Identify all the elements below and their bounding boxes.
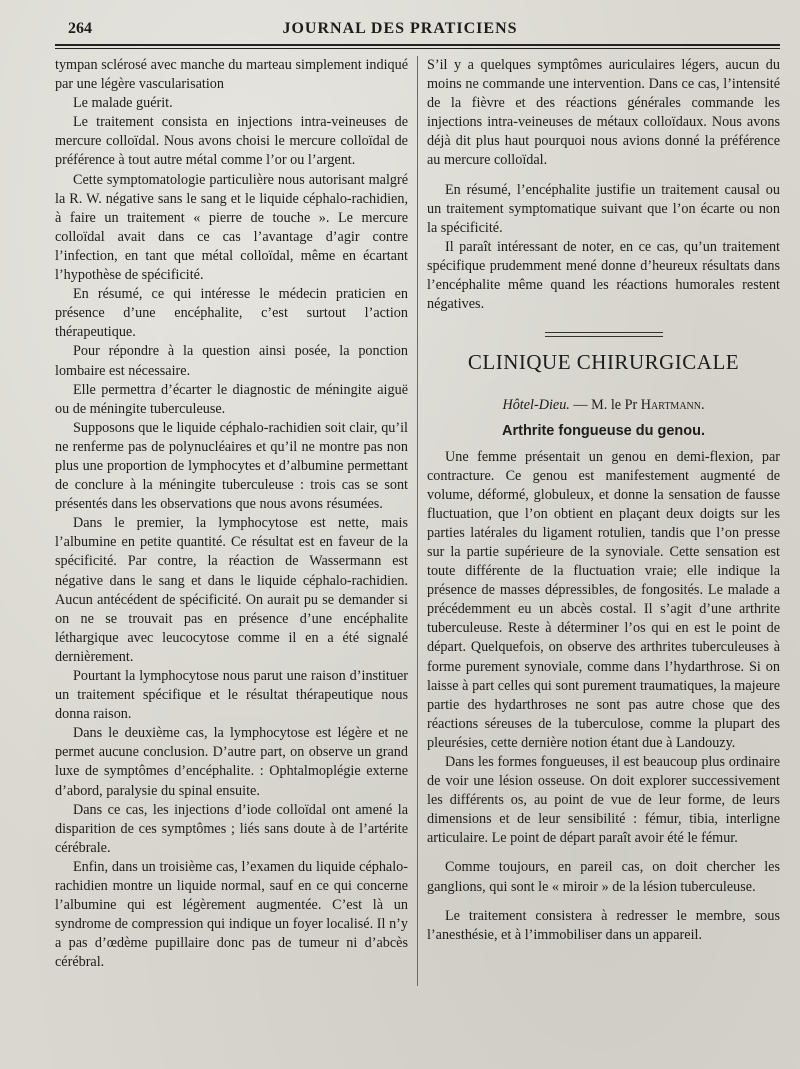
professor-prefix: — M. le Pr — [569, 397, 641, 414]
professor-name: Hartmann. — [640, 397, 705, 414]
article-columns — [55, 56, 785, 1056]
paragraph: Dans les formes fongueuses, il est beaucoup plus ordinaire de voir une lésion osseuse. On doit explorer successivement les différents os, au point de vue de leur forme, de leurs dimensions et de leur sensibilité : fémur, tibia, interligne articulaire. Le point de départ paraît avoir été le fémur. — [427, 754, 780, 847]
case-title: Arthrite fongueuse du genou. — [502, 423, 705, 440]
paragraph: S’il y a quelques symptômes auriculaires légers, aucun du moins ne commande une intervention. Dans ce cas, l’intensité de la fièvre et des réactions générales commande les injections intra-veineuses de métaux colloïdaux. Nous avons déjà dit plus haut pourquoi nous avions donné la préférence au mercure colloïdal. — [427, 57, 780, 169]
paragraph: Dans le premier, la lymphocytose est nette, mais l’albumine en petite quantité. Ce résultat est en faveur de la spécificité. Par contre, la réaction de Wassermann est négative dans le sang et dans le liquide céphalo-rachidien. Aucun antécédent de spécificité. On aurait pu se demander si on ne se trouvait pas en présence d’une encéphalite léthargique avec leucocytose comme il en a été signalé dernièrement. — [55, 515, 408, 665]
paragraph: Une femme présentait un genou en demi-flexion, par contracture. Ce genou est manifestement augmenté de volume, déformé, globuleux, et donne la sensation de fausse fluctuation, que l’on obtient en plaçant deux doigts sur les parties latérales du ligament rotulien, tandis que l’on presse sur la partie supérieure de la synoviale. Cette sensation est toute différente de la fluctuation vraie; elle indique la présence de masses dépressibles, de fongosités. Le malade a précédemment eu un abcès costal. Il s’agit d’une arthrite tuberculeuse. Reste à déterminer l’os qui en est le point de départ. Quelquefois, on observe des arthrites tuberculeuses à forme purement synoviale, comme dans l’hydarthrose. Si on laisse à part celles qui sont purement traumatiques, la majeure partie des hydarthroses ne sont pas autre chose que des réactions séreuses de la tuberculose, comme la plupart des pleurésies, cette dernière notion étant due à Landouzy. — [427, 448, 780, 751]
paragraph: tympan sclérosé avec manche du marteau simplement indiqué par une légère vascularisation — [55, 57, 408, 93]
paragraph: Il paraît intéressant de noter, en ce cas, qu’un traitement spécifique prudemment mené donne d’heureux résultats dans l’encéphalite même quand les réactions humorales restent négatives. — [427, 238, 780, 313]
page-number: 264 — [68, 20, 92, 37]
page-header — [0, 14, 800, 38]
paragraph: Dans le deuxième cas, la lymphocytose est légère et ne permet aucune conclusion. D’autre part, on observe un grand luxe de symptômes d’encéphalite. : Ophtalmoplégie externe d’abord, paralysie du spinal ensuite. — [55, 725, 408, 799]
paragraph: Elle permettra d’écarter le diagnostic de méningite aiguë ou de méningite tuberculeuse. — [55, 381, 408, 417]
paragraph: En résumé, ce qui intéresse le médecin praticien en présence d’une encéphalite, c’est surtout l’action thérapeutique. — [55, 286, 408, 341]
paragraph: Pour répondre à la question ainsi posée, la ponction lombaire est nécessaire. — [55, 343, 408, 379]
journal-title: JOURNAL DES PRATICIENS — [282, 20, 518, 37]
column-divider — [417, 56, 418, 986]
paragraph: Supposons que le liquide céphalo-rachidien soit clair, qu’il ne renferme pas de polynucléaires et qu’il ne montre pas non plus une proportion de lymphocytes et d’albumine permettant de conclure à la méningite tuberculeuse : trois cas se sont présentés dans les observations que nous avons résumées. — [55, 419, 408, 513]
right-column — [427, 56, 780, 945]
paragraph: Cette symptomatologie particulière nous autorisant malgré la R. W. négative sans le sang et le liquide céphalo-rachidien, à faire un traitement « pierre de touche ». Le mercure colloïdal avait dans ce cas l’avantage d’agir contre l’infection, en tant que métal colloïdal, même en écartant l’hypothèse de spécificité. — [55, 171, 408, 284]
left-column — [55, 56, 408, 973]
paragraph: Le traitement consistera à redresser le membre, sous l’anesthésie, et à l’immobiliser dans un appareil. — [427, 907, 780, 943]
section-rule — [545, 332, 663, 337]
section-title: CLINIQUE CHIRURGICALE — [467, 350, 740, 375]
paragraph: Pourtant la lymphocytose nous parut une raison d’instituer un traitement spécifique et le résultat thérapeutique nous donna raison. — [55, 668, 408, 723]
header-rule — [55, 44, 780, 49]
paragraph: Le traitement consista en injections intra-veineuses de mercure colloïdal. Nous avons choisi le mercure colloïdal de préférence à tout autre métal comme l’or ou l’argent. — [55, 114, 408, 169]
paragraph: Le malade guérit. — [73, 95, 173, 112]
paragraph: Comme toujours, en pareil cas, on doit chercher les ganglions, qui sont le « miroir » de la lésion tuberculeuse. — [427, 859, 780, 895]
paragraph: Enfin, dans un troisième cas, l’examen du liquide céphalo-rachidien montre un liquide normal, sauf en ce qui concerne l’albumine qui est légèrement augmentée. C’est là un syndrome de compression qui indique un foyer localisé. Il n’y a pas d’œdème pupillaire donc pas de tumeur ni d’abcès cérébral. — [55, 858, 408, 971]
paragraph: Dans ce cas, les injections d’iode colloïdal ont amené la disparition de ces symptômes ; liés sans doute à de l’artérite cérébrale. — [55, 801, 408, 856]
hospital-name: Hôtel-Dieu. — [502, 397, 570, 414]
hospital-line — [427, 396, 780, 415]
paragraph: En résumé, l’encéphalite justifie un traitement causal ou un traitement symptomatique suivant que l’on écarte ou non la spécificité. — [427, 181, 780, 236]
